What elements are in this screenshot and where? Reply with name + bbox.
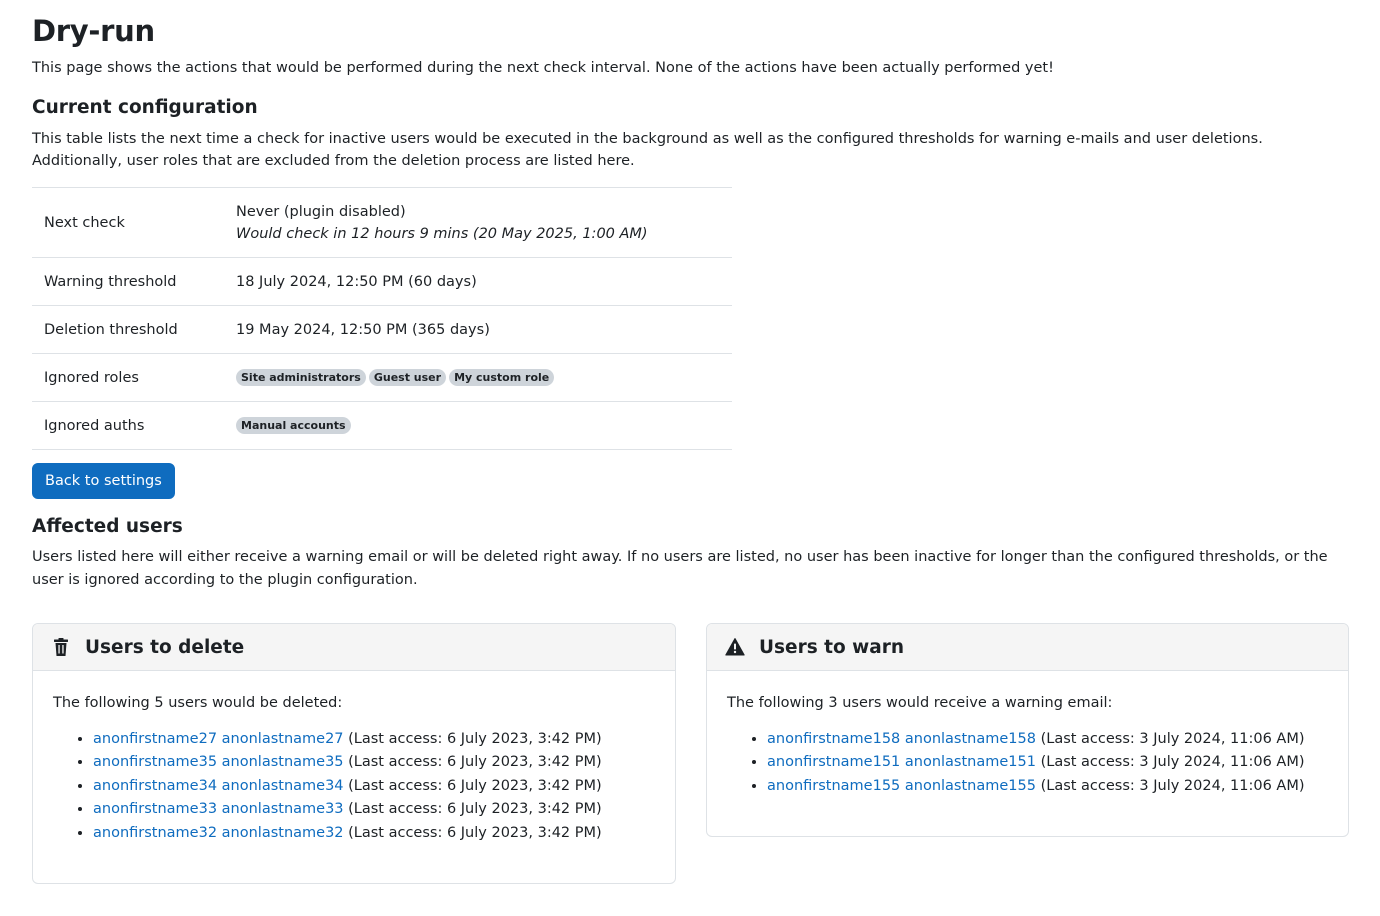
warn-summary: The following 3 users would receive a warning email: — [727, 695, 1113, 711]
list-item — [93, 798, 655, 821]
list-item — [93, 822, 655, 845]
warning-icon — [725, 637, 745, 657]
back-to-settings-button[interactable]: Back to settings — [32, 463, 175, 499]
role-badge: Site administrators — [236, 369, 366, 386]
last-access: (Last access: 6 July 2023, 3:42 PM) — [348, 777, 602, 794]
card-title: Users to delete — [85, 636, 245, 658]
ignored-roles-badges — [224, 354, 732, 402]
list-item — [767, 728, 1328, 751]
list-item — [767, 775, 1328, 798]
table-row — [32, 188, 732, 258]
affected-heading: Affected users — [32, 516, 183, 537]
deletion-threshold-label: Deletion threshold — [32, 306, 224, 354]
last-access: (Last access: 3 July 2024, 11:06 AM) — [1040, 754, 1305, 771]
warning-threshold-label: Warning threshold — [32, 258, 224, 306]
last-access: (Last access: 6 July 2023, 3:42 PM) — [348, 824, 602, 841]
list-item — [767, 751, 1328, 774]
list-item — [93, 728, 655, 751]
list-item — [93, 775, 655, 798]
list-item — [93, 751, 655, 774]
table-row — [32, 354, 732, 402]
delete-user-list — [53, 728, 655, 845]
card-header — [33, 624, 675, 671]
role-badge: Guest user — [369, 369, 446, 386]
user-link[interactable]: anonfirstname27 anonlastname27 — [93, 731, 344, 747]
user-link[interactable]: anonfirstname33 anonlastname33 — [93, 801, 344, 818]
last-access: (Last access: 3 July 2024, 11:06 AM) — [1040, 731, 1305, 747]
user-link[interactable]: anonfirstname35 anonlastname35 — [93, 754, 344, 771]
users-to-delete-card — [32, 623, 676, 884]
next-check-note: Would check in 12 hours 9 mins (20 May 2025, 1:00 AM) — [236, 225, 648, 242]
user-link[interactable]: anonfirstname32 anonlastname32 — [93, 824, 344, 841]
table-row — [32, 402, 732, 450]
role-badge: My custom role — [449, 369, 554, 386]
next-check-value-cell — [224, 188, 732, 258]
ignored-roles-label: Ignored roles — [32, 354, 224, 402]
trash-icon — [51, 637, 71, 657]
deletion-threshold-value: 19 May 2024, 12:50 PM (365 days) — [224, 306, 732, 354]
auth-badge: Manual accounts — [236, 417, 351, 434]
ignored-auths-label: Ignored auths — [32, 402, 224, 450]
user-link[interactable]: anonfirstname34 anonlastname34 — [93, 777, 344, 794]
card-title: Users to warn — [759, 636, 905, 658]
config-heading: Current configuration — [32, 97, 258, 118]
last-access: (Last access: 3 July 2024, 11:06 AM) — [1040, 777, 1305, 794]
page-title: Dry-run — [32, 14, 155, 48]
card-header — [707, 624, 1348, 671]
page-intro: This page shows the actions that would be performed during the next check interval. None of the actions have been actually performed yet! — [32, 60, 1054, 76]
config-table — [32, 187, 732, 450]
warn-user-list — [727, 728, 1328, 798]
user-link[interactable]: anonfirstname151 anonlastname151 — [767, 754, 1036, 771]
last-access: (Last access: 6 July 2023, 3:42 PM) — [348, 754, 602, 771]
next-check-label: Next check — [32, 188, 224, 258]
delete-summary: The following 5 users would be deleted: — [53, 695, 343, 711]
warning-threshold-value: 18 July 2024, 12:50 PM (60 days) — [224, 258, 732, 306]
affected-description: Users listed here will either receive a warning email or will be deleted right away. If no users are listed, no user has been inactive for longer than the configured thresholds, or the user is ignored according to the plugin configuration. — [32, 549, 1328, 588]
table-row — [32, 306, 732, 354]
user-link[interactable]: anonfirstname155 anonlastname155 — [767, 777, 1036, 794]
next-check-value: Never (plugin disabled) — [236, 203, 406, 220]
users-to-warn-card — [706, 623, 1349, 837]
last-access: (Last access: 6 July 2023, 3:42 PM) — [348, 731, 602, 747]
last-access: (Last access: 6 July 2023, 3:42 PM) — [348, 801, 602, 818]
card-body — [33, 671, 675, 845]
card-body — [707, 671, 1348, 798]
table-row — [32, 258, 732, 306]
user-link[interactable]: anonfirstname158 anonlastname158 — [767, 731, 1036, 747]
config-description: This table lists the next time a check for inactive users would be executed in the background as well as the configured thresholds for warning e-mails and user deletions. Additionally, user roles that are excluded from the deletion process are listed here. — [32, 131, 1263, 169]
ignored-auths-badges — [224, 402, 732, 450]
